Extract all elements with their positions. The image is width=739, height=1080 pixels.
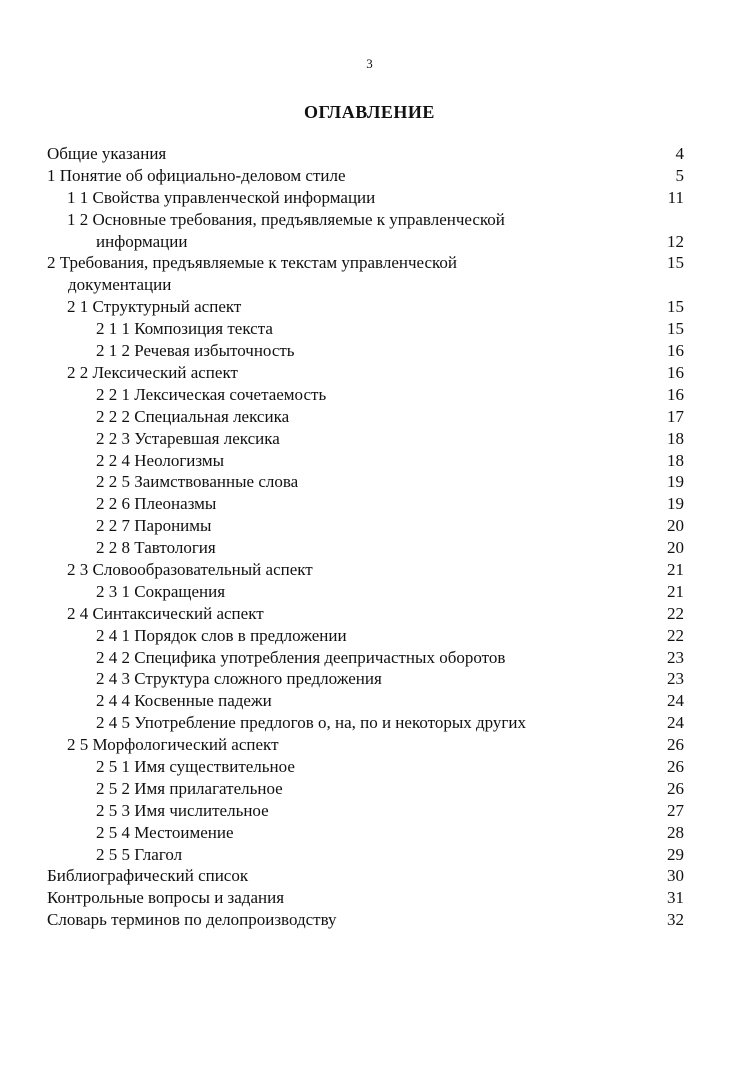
toc-entry: [0, 909, 739, 931]
page-number: 3: [366, 56, 373, 71]
toc-entry-page: 29: [667, 844, 684, 864]
toc-entry-page: 20: [667, 516, 684, 536]
toc-title: ОГЛАВЛЕНИЕ: [304, 102, 435, 122]
toc-entry: [0, 844, 739, 866]
toc-entry-title: 2 3 1 Сокращения: [96, 581, 226, 601]
toc-entry-page: 31: [667, 888, 684, 908]
toc-entry: [0, 406, 739, 428]
toc-entry-page: 21: [667, 559, 684, 579]
toc-entry-title: 2 3 Словообразовательный аспект: [67, 559, 313, 579]
toc-entry: [0, 734, 739, 756]
toc-entry-title: 2 2 4 Неологизмы: [96, 450, 225, 470]
toc-entry-title: 2 5 5 Глагол: [96, 844, 183, 864]
toc-entry: [0, 800, 739, 822]
toc-entry-page: 24: [667, 713, 684, 733]
toc-entry-title: Библиографический список: [47, 866, 249, 886]
toc-entry-page: 5: [675, 165, 684, 185]
toc-entry-page: 21: [667, 581, 684, 601]
toc-entry-title: 2 5 2 Имя прилагательное: [96, 778, 283, 798]
toc-entry-title: 2 4 Синтаксический аспект: [67, 603, 264, 623]
toc-entry-title: 2 4 1 Порядок слов в предложении: [96, 625, 347, 645]
toc-entry-page: 22: [667, 603, 684, 623]
toc-entry-page: 22: [667, 625, 684, 645]
toc-entry: [0, 603, 739, 625]
toc-entry-title: Контрольные вопросы и задания: [47, 888, 285, 908]
toc-entry-page: 16: [667, 362, 684, 382]
toc-entry-page: 17: [667, 406, 684, 426]
toc-entry-page: 23: [667, 669, 684, 689]
toc-entry: [0, 187, 739, 209]
toc-entry-continuation: информации: [96, 231, 188, 251]
toc-entry: [0, 822, 739, 844]
toc-entry-title: 1 2 Основные требования, предъявляемые к управленческой: [67, 209, 505, 229]
toc-entry-title: 2 5 3 Имя числительное: [96, 800, 269, 820]
table-of-contents: [0, 143, 739, 931]
toc-entry-title: 2 4 3 Структура сложного предложения: [96, 669, 382, 689]
toc-entry-page: 30: [667, 866, 684, 886]
toc-entry: [0, 756, 739, 778]
toc-entry-page: 4: [675, 144, 684, 163]
toc-entry-page: 28: [667, 822, 684, 842]
toc-entry: [0, 209, 739, 253]
toc-entry-page: 12: [667, 231, 684, 251]
toc-entry-title: 2 5 1 Имя существительное: [96, 756, 295, 776]
toc-entry-page: 15: [667, 297, 684, 317]
toc-entry-page: 19: [667, 494, 684, 514]
toc-entry: [0, 165, 739, 187]
toc-entry-title: 2 2 3 Устаревшая лексика: [96, 428, 280, 448]
toc-entry-page: 18: [667, 450, 684, 470]
toc-entry: [0, 537, 739, 559]
toc-entry-title: 2 4 4 Косвенные падежи: [96, 691, 272, 711]
toc-entry: [0, 252, 739, 296]
toc-entry-title: 2 2 2 Специальная лексика: [96, 406, 290, 426]
toc-entry: [0, 143, 739, 165]
toc-entry-title: 2 1 Структурный аспект: [67, 297, 242, 317]
toc-entry-page: 15: [667, 319, 684, 339]
toc-entry: [0, 296, 739, 318]
toc-entry: [0, 493, 739, 515]
toc-entry-page: 11: [667, 187, 684, 207]
toc-entry: [0, 712, 739, 734]
toc-entry: [0, 384, 739, 406]
toc-entry: [0, 625, 739, 647]
toc-entry: [0, 515, 739, 537]
toc-entry-continuation: документации: [68, 275, 172, 295]
toc-entry: [0, 865, 739, 887]
toc-entry-title: 2 2 8 Тавтология: [96, 538, 216, 558]
toc-entry-page: 18: [667, 428, 684, 448]
toc-entry-page: 26: [667, 778, 684, 798]
toc-entry-title: 2 2 6 Плеоназмы: [96, 494, 217, 514]
toc-entry: [0, 340, 739, 362]
toc-entry-title: 2 1 1 Композиция текста: [96, 319, 273, 339]
toc-entry-title: 2 4 5 Употребление предлогов о, на, по и некоторых других: [96, 713, 526, 733]
toc-entry-title: 2 2 5 Заимствованные слова: [96, 472, 299, 492]
toc-entry-title: 2 5 Морфологический аспект: [67, 735, 279, 755]
toc-entry: [0, 450, 739, 472]
toc-entry-page: 16: [667, 384, 684, 404]
toc-entry-title: 1 1 Свойства управленческой информации: [67, 187, 376, 207]
toc-entry-title: 2 5 4 Местоимение: [96, 822, 234, 842]
toc-entry-page: 24: [667, 691, 684, 711]
toc-entry: [0, 690, 739, 712]
toc-entry: [0, 778, 739, 800]
toc-entry-page: 19: [667, 472, 684, 492]
toc-entry-title: 2 2 Лексический аспект: [67, 362, 238, 382]
toc-entry: [0, 559, 739, 581]
toc-entry-title: 2 1 2 Речевая избыточность: [96, 341, 295, 361]
toc-entry-page: 26: [667, 735, 684, 755]
toc-entry: [0, 668, 739, 690]
toc-entry-page: 16: [667, 341, 684, 361]
toc-entry: [0, 362, 739, 384]
toc-entry: [0, 581, 739, 603]
toc-entry-page: 26: [667, 756, 684, 776]
toc-entry: [0, 471, 739, 493]
toc-entry-page: 20: [667, 538, 684, 558]
toc-entry-title: Словарь терминов по делопроизводству: [47, 910, 337, 930]
toc-entry-title: Общие указания: [47, 144, 167, 163]
toc-entry: [0, 647, 739, 669]
toc-entry-page: 27: [667, 800, 684, 820]
toc-entry-title: 2 2 7 Паронимы: [96, 516, 212, 536]
toc-entry-title: 2 Требования, предъявляемые к текстам управленческой: [47, 253, 458, 273]
toc-entry-title: 2 2 1 Лексическая сочетаемость: [96, 384, 327, 404]
toc-entry: [0, 318, 739, 340]
toc-entry-title: 2 4 2 Специфика употребления деепричастных оборотов: [96, 647, 506, 667]
toc-entry-title: 1 Понятие об официально-деловом стиле: [47, 165, 346, 185]
toc-entry: [0, 428, 739, 450]
toc-entry-page: 15: [667, 253, 684, 273]
toc-entry-page: 32: [667, 910, 684, 930]
toc-entry: [0, 887, 739, 909]
toc-entry-page: 23: [667, 647, 684, 667]
